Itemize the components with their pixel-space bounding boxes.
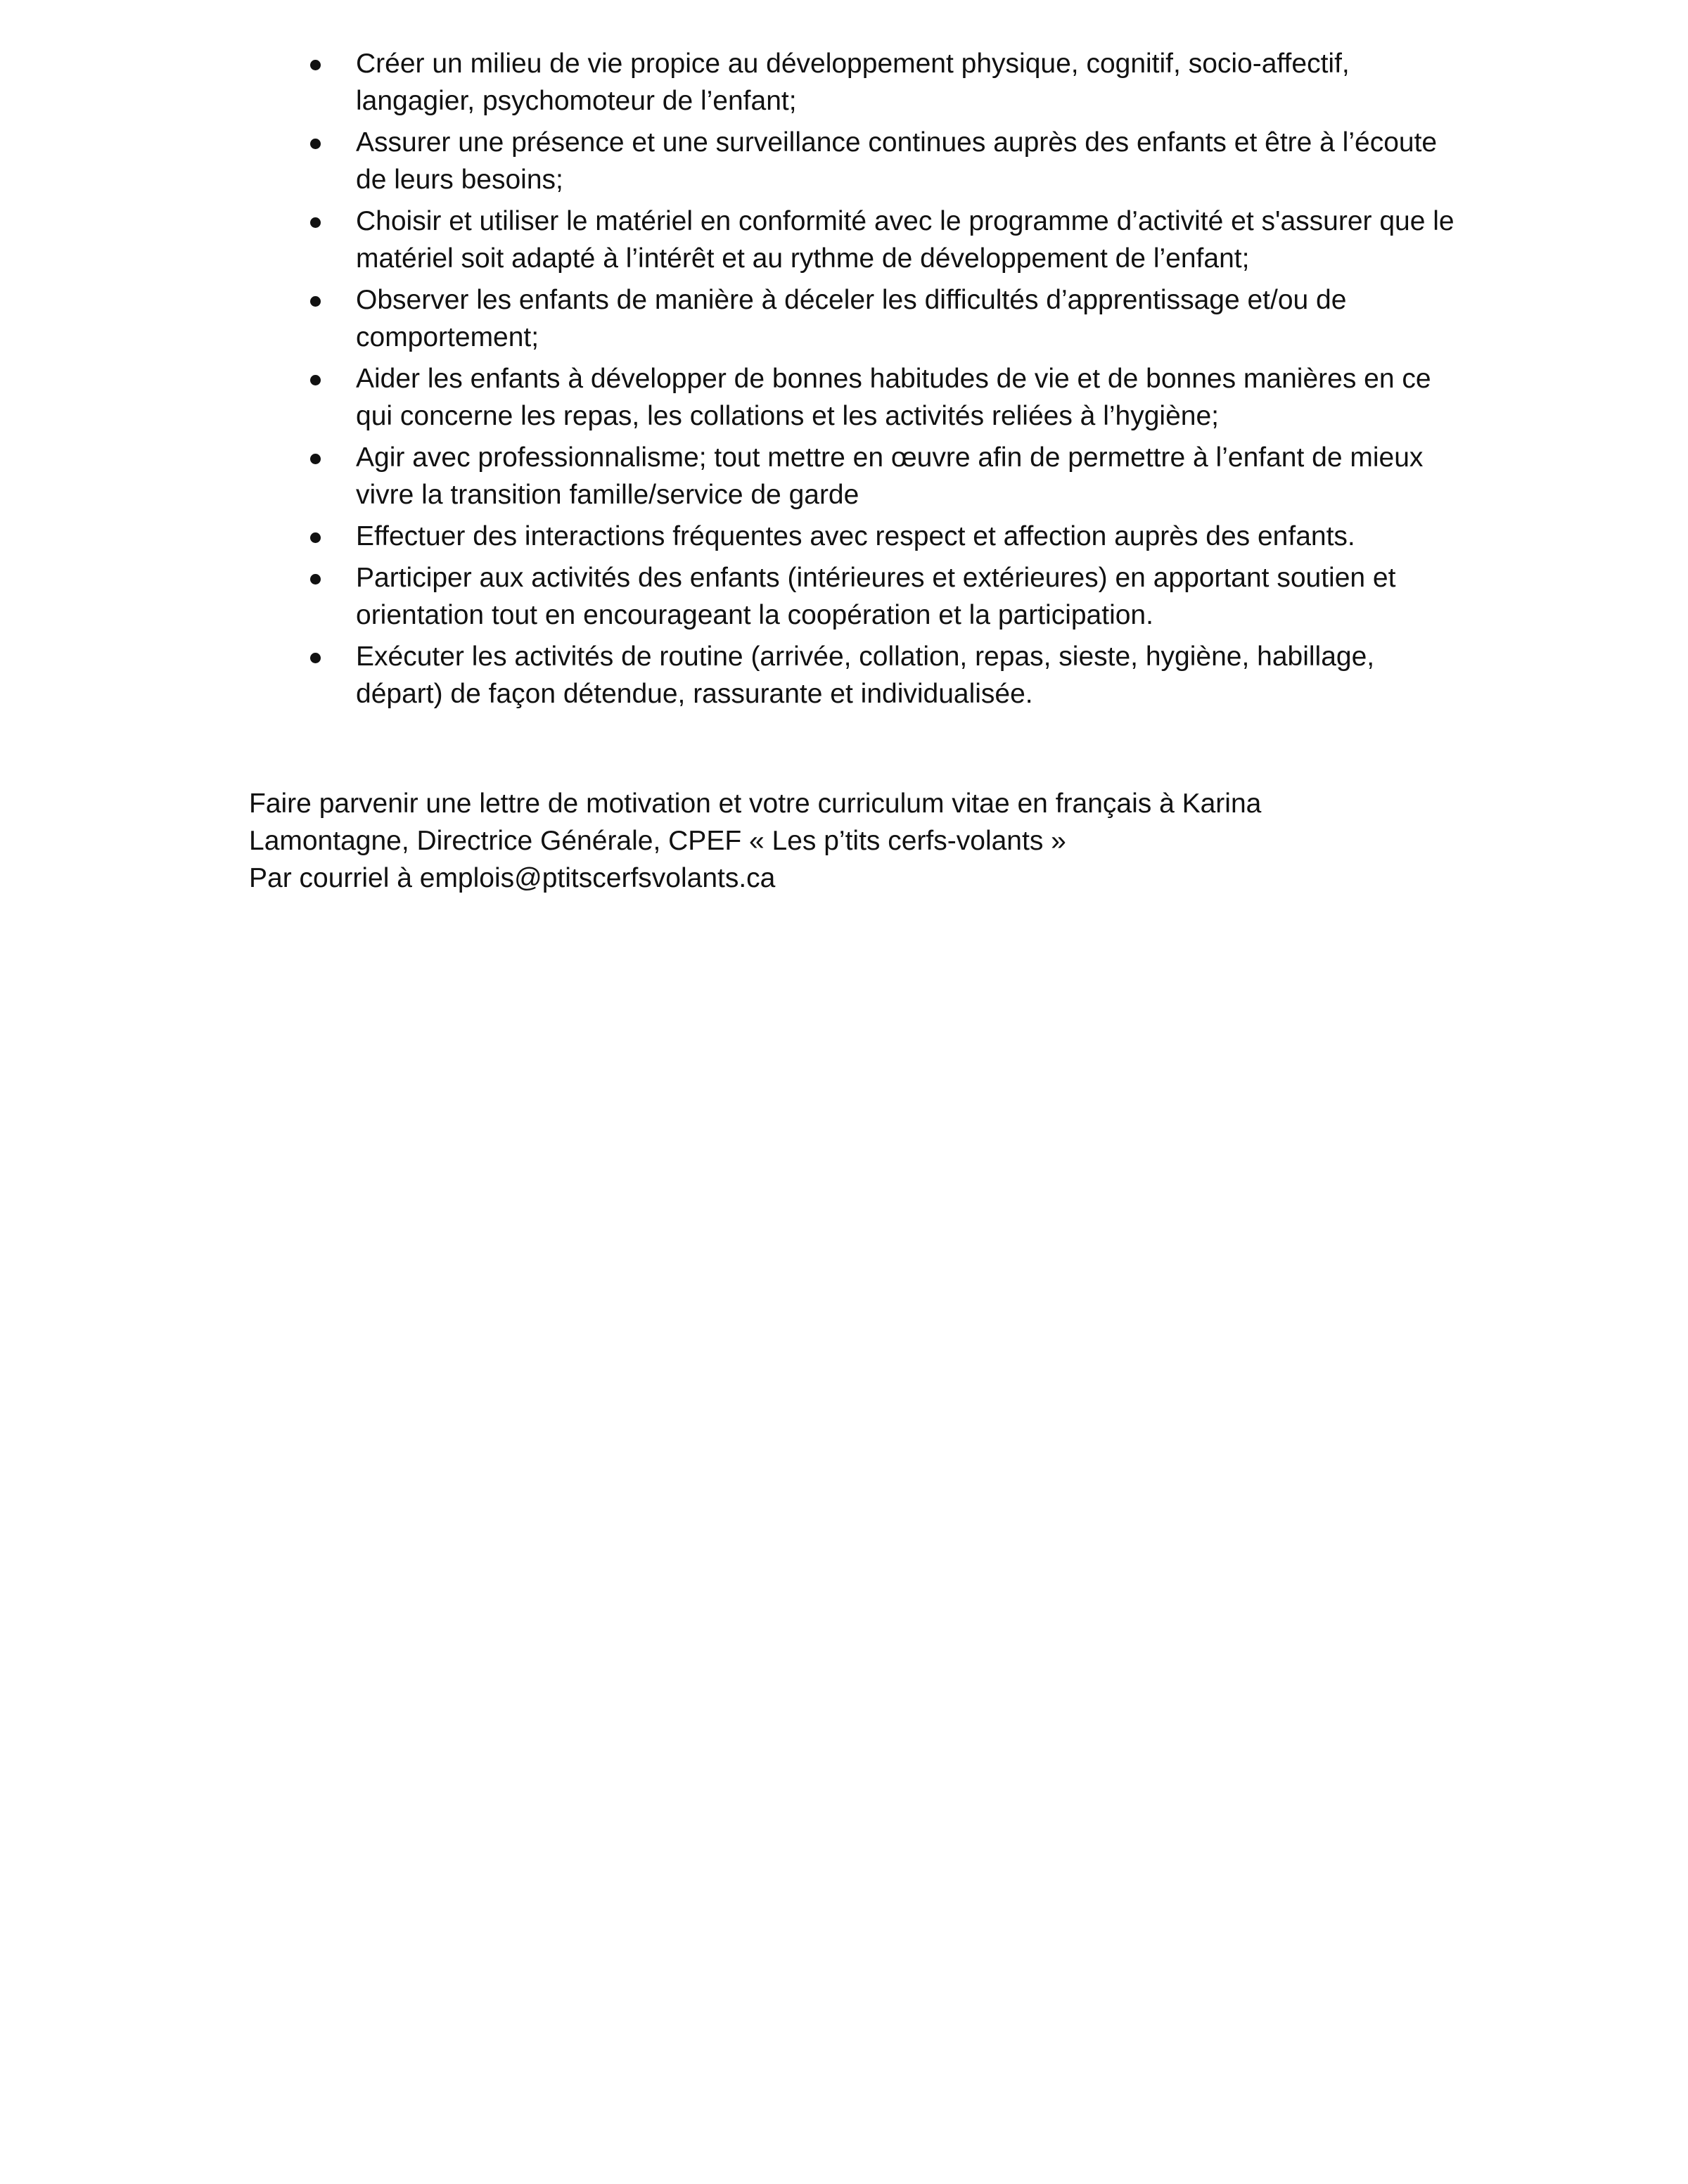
duty-text: Créer un milieu de vie propice au développement physique, cognitif, socio-affectif, langagier, psychomoteur de l’enfant; bbox=[356, 49, 1350, 116]
bullet-icon bbox=[308, 638, 322, 675]
duty-text: Participer aux activités des enfants (intérieures et extérieures) en apportant soutien et orientation tout en encourageant la coopération et la participation. bbox=[356, 563, 1396, 630]
duty-text: Choisir et utiliser le matériel en conformité avec le programme d’activité et s'assurer que le matériel soit adapté à l’intérêt et au rythme de développement de l’enfant; bbox=[356, 206, 1454, 274]
bullet-icon bbox=[308, 124, 322, 161]
bullet-icon bbox=[308, 439, 322, 476]
duty-text: Observer les enfants de manière à déceler les difficultés d’apprentissage et/ou de comportement; bbox=[356, 285, 1347, 352]
list-item bbox=[308, 45, 1462, 120]
list-item bbox=[308, 281, 1462, 356]
duty-text: Agir avec professionnalisme; tout mettre en œuvre afin de permettre à l’enfant de mieux vivre la transition famille/service de garde bbox=[356, 442, 1424, 510]
list-item bbox=[308, 638, 1462, 713]
bullet-icon bbox=[308, 203, 322, 240]
bullet-icon bbox=[308, 518, 322, 555]
contact-email-line: Par courriel à emplois@ptitscerfsvolants.ca bbox=[249, 863, 776, 893]
contact-line-1: Faire parvenir une lettre de motivation et votre curriculum vitae en français à Karina bbox=[249, 788, 1262, 819]
bullet-icon bbox=[308, 360, 322, 397]
list-item bbox=[308, 203, 1462, 277]
duty-text: Exécuter les activités de routine (arrivée, collation, repas, sieste, hygiène, habillage, départ) de façon détendue, rassurante et individualisée. bbox=[356, 641, 1375, 709]
bullet-icon bbox=[308, 45, 322, 82]
duty-text: Aider les enfants à développer de bonnes habitudes de vie et de bonnes manières en ce qui concerne les repas, les collations et les activités reliées à l’hygiène; bbox=[356, 364, 1431, 431]
application-instructions bbox=[249, 785, 1515, 897]
list-item bbox=[308, 360, 1462, 435]
duties-list bbox=[308, 45, 1462, 717]
duty-text: Assurer une présence et une surveillance continues auprès des enfants et être à l’écoute de leurs besoins; bbox=[356, 127, 1438, 195]
bullet-icon bbox=[308, 281, 322, 319]
list-item bbox=[308, 559, 1462, 634]
contact-line-2: Lamontagne, Directrice Générale, CPEF « Les p’tits cerfs-volants » bbox=[249, 826, 1066, 856]
list-item bbox=[308, 439, 1462, 513]
list-item bbox=[308, 518, 1462, 555]
duty-text: Effectuer des interactions fréquentes avec respect et affection auprès des enfants. bbox=[356, 521, 1355, 551]
list-item bbox=[308, 124, 1462, 198]
bullet-icon bbox=[308, 559, 322, 596]
